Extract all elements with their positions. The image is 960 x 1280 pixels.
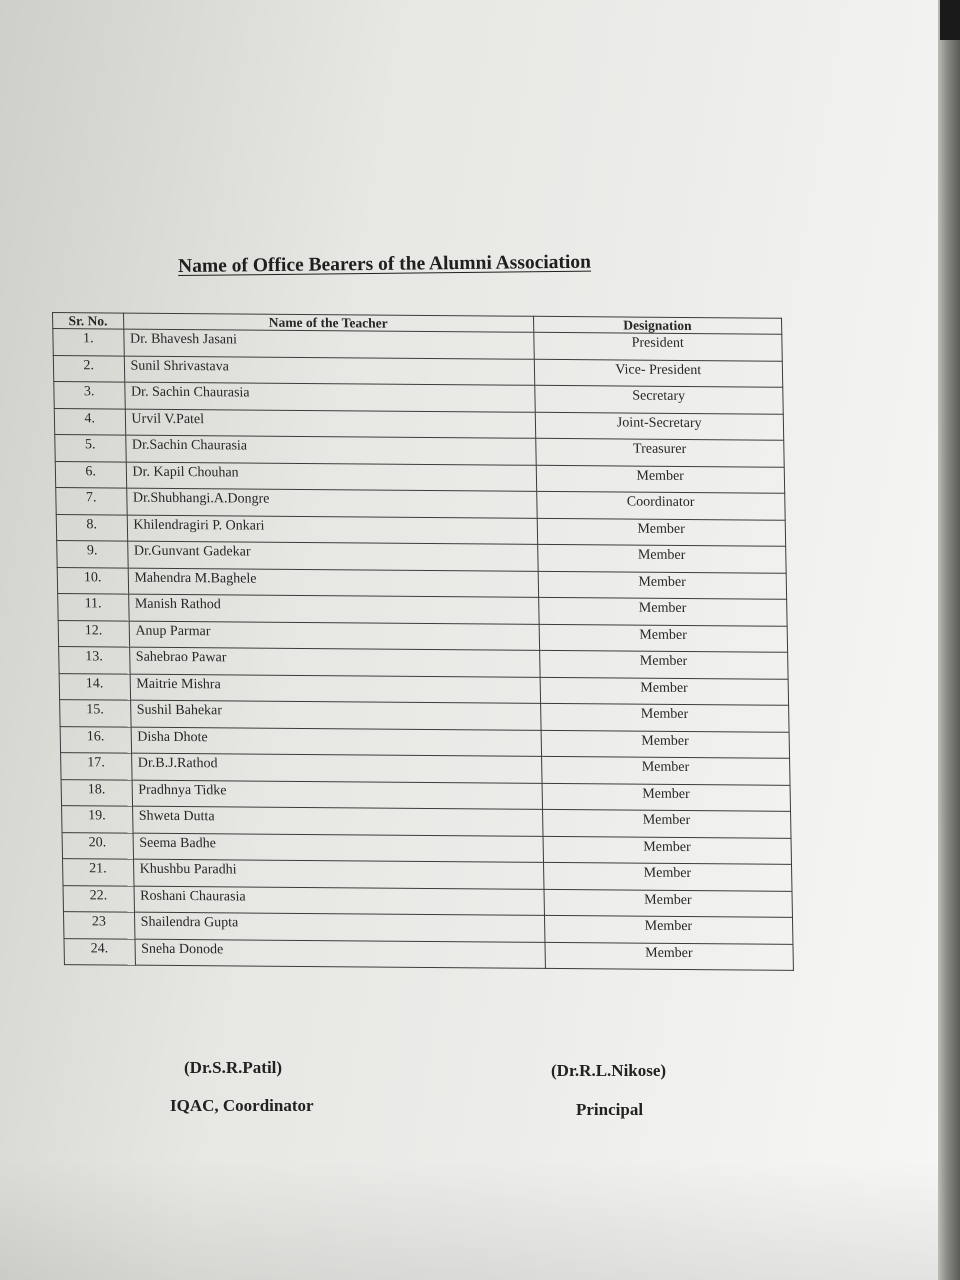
cell-designation: Member <box>543 862 792 890</box>
cell-sr-no: 22. <box>63 885 134 912</box>
cell-sr-no: 12. <box>58 620 129 647</box>
cell-sr-no: 24. <box>64 938 135 965</box>
iqac-coordinator-role: IQAC, Coordinator <box>170 1096 314 1115</box>
cell-sr-no: 14. <box>59 673 130 700</box>
cell-sr-no: 16. <box>60 726 131 753</box>
cell-designation: Member <box>538 571 787 599</box>
cell-sr-no: 19. <box>62 806 133 833</box>
cell-sr-no: 2. <box>53 355 124 382</box>
corner-shadow <box>940 0 960 40</box>
cell-teacher-name: Dr.B.J.Rathod <box>131 753 541 783</box>
cell-teacher-name: Khilendragiri P. Onkari <box>127 515 537 545</box>
cell-teacher-name: Manish Rathod <box>128 594 538 624</box>
cell-teacher-name: Shweta Dutta <box>132 806 542 836</box>
cell-sr-no: 23 <box>63 912 134 939</box>
cell-designation: Vice- President <box>534 359 783 387</box>
cell-sr-no: 1. <box>53 329 124 356</box>
cell-sr-no: 8. <box>56 514 127 541</box>
cell-sr-no: 18. <box>61 779 132 806</box>
cell-teacher-name: Sahebrao Pawar <box>129 647 539 677</box>
cell-designation: Member <box>539 624 788 652</box>
cell-teacher-name: Dr. Sachin Chaurasia <box>124 382 534 412</box>
cell-designation: Member <box>544 889 793 917</box>
office-bearers-table <box>52 312 794 971</box>
cell-sr-no: 3. <box>54 382 125 409</box>
header-sr-no: Sr. No. <box>53 313 124 330</box>
office-bearers-table-wrapper <box>52 312 794 971</box>
cell-designation: Member <box>543 836 792 864</box>
cell-designation: Treasurer <box>535 438 784 466</box>
header-teacher-name: Name of the Teacher <box>123 313 533 332</box>
cell-designation: Member <box>544 915 793 943</box>
cell-designation: Member <box>540 677 789 705</box>
cell-designation: President <box>533 332 782 360</box>
cell-designation: Member <box>544 942 793 970</box>
cell-designation: Member <box>537 518 786 546</box>
cell-designation: Member <box>541 756 790 784</box>
cell-designation: Member <box>536 465 785 493</box>
cell-designation: Coordinator <box>536 491 785 519</box>
cell-teacher-name: Dr.Gunvant Gadekar <box>127 541 537 571</box>
cell-teacher-name: Shailendra Gupta <box>134 912 544 942</box>
cell-teacher-name: Disha Dhote <box>131 727 541 757</box>
cell-sr-no: 9. <box>57 541 128 568</box>
cell-teacher-name: Seema Badhe <box>133 833 543 863</box>
cell-sr-no: 17. <box>61 753 132 780</box>
cell-sr-no: 21. <box>63 859 134 886</box>
cell-sr-no: 6. <box>55 461 126 488</box>
cell-sr-no: 4. <box>54 408 125 435</box>
cell-sr-no: 10. <box>57 567 128 594</box>
cell-teacher-name: Roshani Chaurasia <box>134 886 544 916</box>
cell-teacher-name: Sneha Donode <box>135 939 545 969</box>
document-title: Name of Office Bearers of the Alumni Association <box>178 251 592 277</box>
cell-teacher-name: Mahendra M.Baghele <box>128 568 538 598</box>
cell-designation: Joint-Secretary <box>535 412 784 440</box>
cell-designation: Member <box>539 650 788 678</box>
cell-sr-no: 15. <box>60 700 131 727</box>
principal-role: Principal <box>576 1100 644 1119</box>
cell-sr-no: 13. <box>59 647 130 674</box>
header-designation: Designation <box>533 316 782 334</box>
iqac-coordinator-name: (Dr.S.R.Patil) <box>184 1058 283 1077</box>
cell-teacher-name: Pradhnya Tidke <box>132 780 542 810</box>
cell-teacher-name: Khushbu Paradhi <box>133 859 543 889</box>
cell-designation: Member <box>542 809 791 837</box>
cell-sr-no: 5. <box>55 435 126 462</box>
cell-teacher-name: Maitrie Mishra <box>130 674 540 704</box>
cell-designation: Member <box>542 783 791 811</box>
cell-teacher-name: Dr. Bhavesh Jasani <box>123 329 533 359</box>
cell-teacher-name: Anup Parmar <box>129 621 539 651</box>
paper-edge-shadow <box>938 0 960 1280</box>
cell-designation: Secretary <box>534 385 783 413</box>
cell-teacher-name: Dr.Shubhangi.A.Dongre <box>126 488 536 518</box>
cell-designation: Member <box>538 597 787 625</box>
cell-sr-no: 20. <box>62 832 133 859</box>
table-row <box>64 938 793 970</box>
table-body <box>53 329 794 971</box>
cell-designation: Member <box>540 703 789 731</box>
cell-sr-no: 7. <box>56 488 127 515</box>
bottom-shade <box>0 1160 938 1280</box>
cell-teacher-name: Dr. Kapil Chouhan <box>126 462 536 492</box>
cell-sr-no: 11. <box>58 594 129 621</box>
cell-teacher-name: Urvil V.Patel <box>125 409 535 439</box>
cell-teacher-name: Dr.Sachin Chaurasia <box>125 435 535 465</box>
cell-designation: Member <box>541 730 790 758</box>
cell-teacher-name: Sunil Shrivastava <box>124 356 534 386</box>
cell-designation: Member <box>537 544 786 572</box>
cell-teacher-name: Sushil Bahekar <box>130 700 540 730</box>
principal-name: (Dr.R.L.Nikose) <box>551 1061 667 1080</box>
